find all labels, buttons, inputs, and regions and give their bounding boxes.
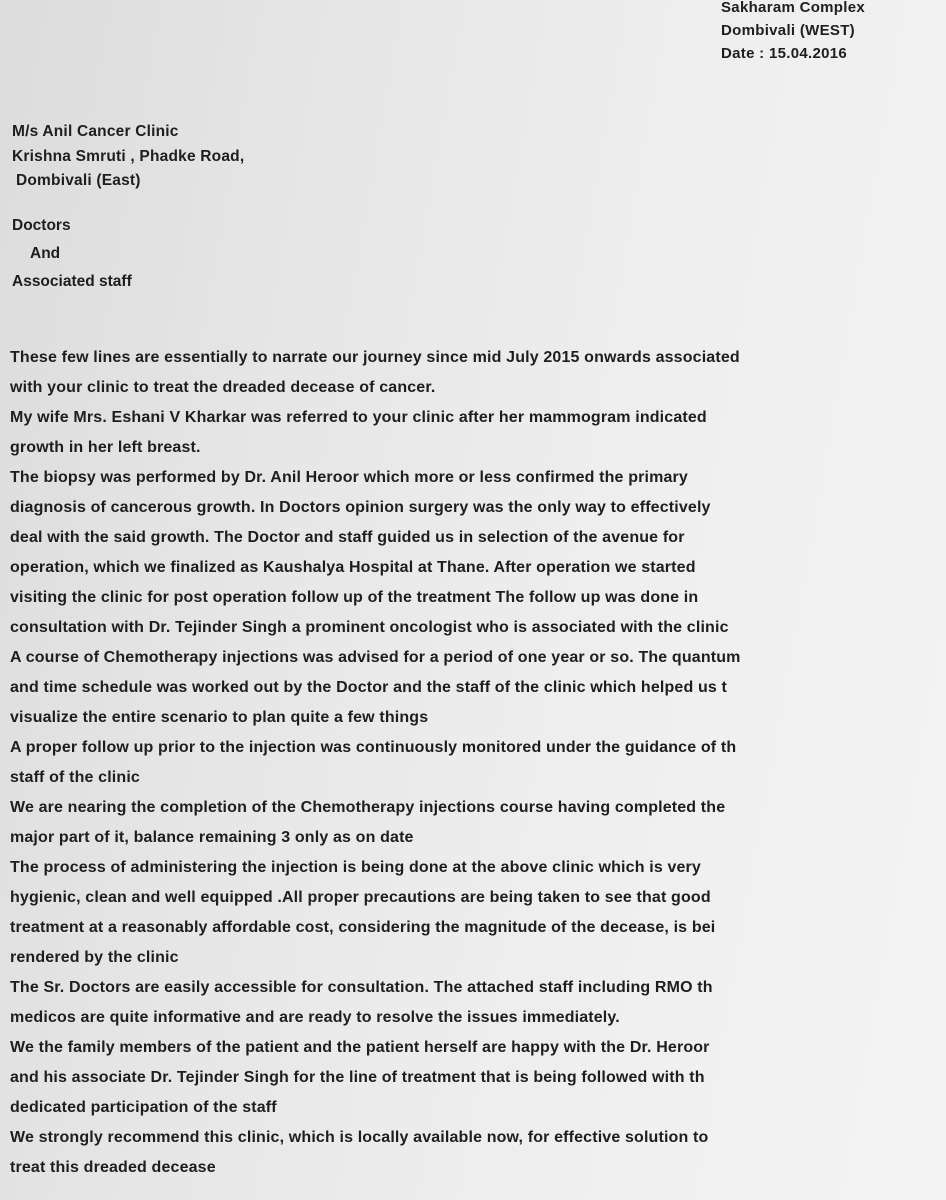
body-line: staff of the clinic [10,769,140,786]
body-line: treatment at a reasonably affordable cost, considering the magnitude of the decease, is bei [10,919,716,936]
body-line: We the family members of the patient and the patient herself are happy with the Dr. Heroor [10,1039,710,1056]
sender-address-line-2: Dombivali (WEST) [721,22,855,39]
body-line: The process of administering the injection is being done at the above clinic which is very [10,859,701,876]
sender-address-line-1: Sakharam Complex [721,0,866,16]
recipient-line-2: Krishna Smruti , Phadke Road, [12,147,245,165]
body-line: The biopsy was performed by Dr. Anil Heroor which more or less confirmed the primary [10,469,688,486]
salutation-line-1: Doctors [12,217,71,234]
body-line: We strongly recommend this clinic, which is locally available now, for effective solution to [10,1129,709,1146]
sender-address-block [721,0,865,65]
body-line: major part of it, balance remaining 3 only as on date [10,829,414,846]
recipient-address-block [12,120,244,194]
body-line: dedicated participation of the staff [10,1099,277,1116]
body-line: and his associate Dr. Tejinder Singh for the line of treatment that is being followed with th [10,1069,705,1086]
body-line: deal with the said growth. The Doctor and staff guided us in selection of the avenue for [10,529,685,546]
letter-body [10,343,946,1183]
body-line: growth in her left breast. [10,439,201,456]
body-line: These few lines are essentially to narrate our journey since mid July 2015 onwards associated [10,349,740,366]
body-line: consultation with Dr. Tejinder Singh a prominent oncologist who is associated with the clinic [10,619,729,636]
salutation-line-3: Associated staff [12,273,132,290]
body-line: We are nearing the completion of the Chemotherapy injections course having completed the [10,799,726,816]
body-line: medicos are quite informative and are ready to resolve the issues immediately. [10,1009,620,1026]
body-line: The Sr. Doctors are easily accessible for consultation. The attached staff including RMO th [10,979,713,996]
recipient-line-3: Dombivali (East) [16,172,141,189]
body-line: visualize the entire scenario to plan quite a few things [10,709,429,726]
body-line: rendered by the clinic [10,949,179,966]
letter-date: Date : 15.04.2016 [721,45,848,62]
salutation-line-2: And [30,245,61,262]
body-line: operation, which we finalized as Kaushalya Hospital at Thane. After operation we started [10,559,696,576]
body-line: with your clinic to treat the dreaded decease of cancer. [10,379,436,396]
body-line: diagnosis of cancerous growth. In Doctors opinion surgery was the only way to effectively [10,499,711,516]
salutation-block [12,212,132,296]
recipient-line-1: M/s Anil Cancer Clinic [12,123,179,140]
body-line: A proper follow up prior to the injection was continuously monitored under the guidance of th [10,739,737,756]
body-line: visiting the clinic for post operation follow up of the treatment The follow up was done in [10,589,699,606]
body-line: A course of Chemotherapy injections was advised for a period of one year or so. The quantum [10,649,741,666]
body-line: treat this dreaded decease [10,1159,216,1176]
body-line: hygienic, clean and well equipped .All proper precautions are being taken to see that good [10,889,711,906]
body-line: My wife Mrs. Eshani V Kharkar was referred to your clinic after her mammogram indicated [10,409,707,426]
body-line: and time schedule was worked out by the Doctor and the staff of the clinic which helped us t [10,679,728,696]
